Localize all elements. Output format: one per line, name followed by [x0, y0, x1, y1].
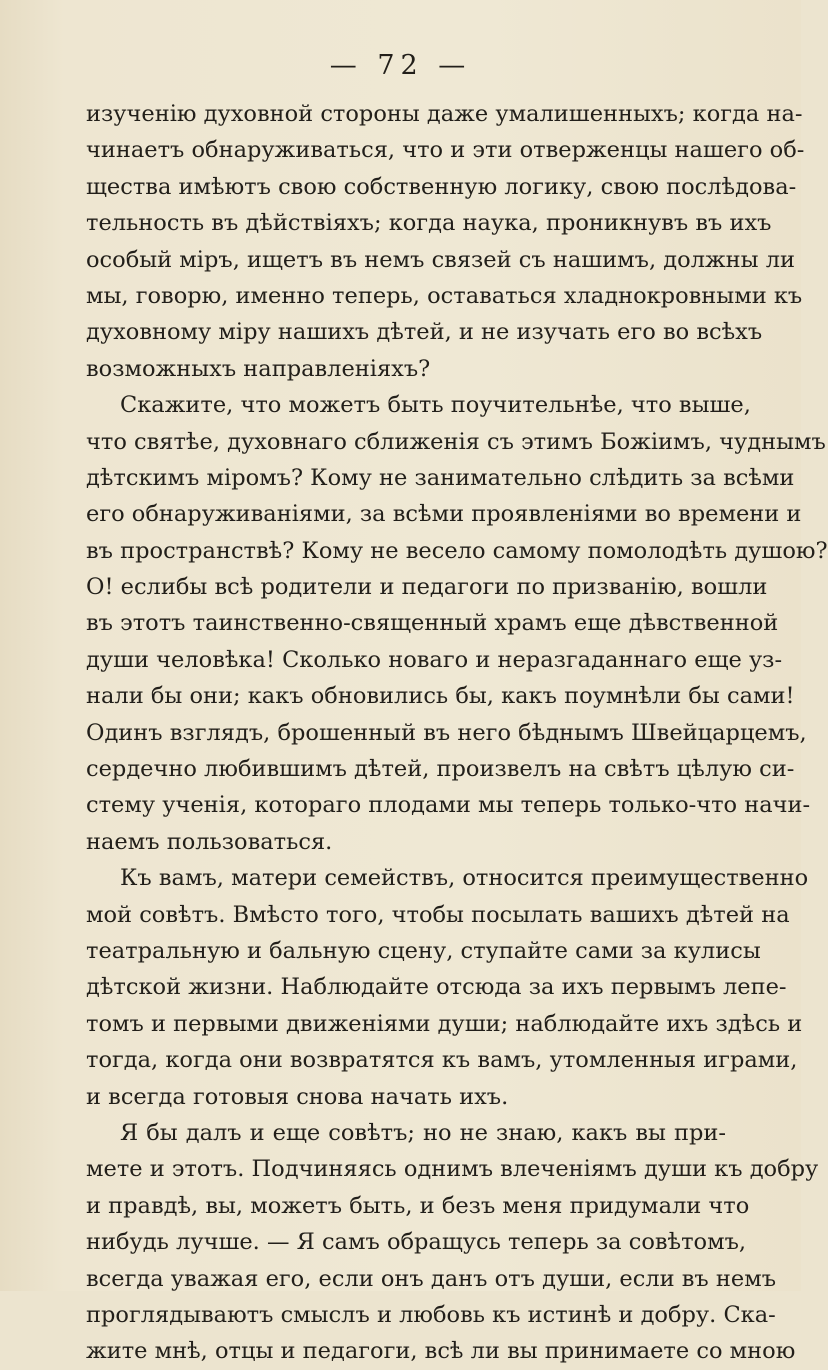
text-line: и всегда готовыя снова начать ихъ.	[86, 1083, 509, 1110]
text-line: мы, говорю, именно теперь, оставаться хладнокровными къ	[86, 282, 803, 309]
text-line: сердечно любившимъ дѣтей, произвелъ на свѣтъ цѣлую си-	[86, 756, 795, 783]
paragraph	[86, 387, 828, 860]
text-line: тельность въ дѣйствіяхъ; когда наука, проникнувъ въ ихъ	[86, 210, 772, 237]
text-line: Одинъ взглядъ, брошенный въ него бѣднымъ Швейцарцемъ,	[86, 719, 807, 746]
text-line: Я бы далъ и еще совѣтъ; но не знаю, какъ вы при-	[120, 1119, 726, 1146]
text-line: особый міръ, ищетъ въ немъ связей съ нашимъ, должны ли	[86, 246, 796, 273]
text-line: щества имѣютъ свою собственную логику, свою послѣдова-	[86, 173, 797, 200]
text-line: его обнаруживаніями, за всѣми проявленіями во времени и	[86, 501, 802, 528]
page-number: — 72 —	[329, 50, 472, 81]
text-line: возможныхъ направленіяхъ?	[86, 355, 431, 382]
text-line: души человѣка! Сколько новаго и неразгаданнаго еще уз-	[86, 646, 783, 673]
text-line: тогда, когда они возвратятся къ вамъ, утомленныя играми,	[86, 1047, 798, 1074]
text-line: Скажите, что можетъ быть поучительнѣе, что выше,	[120, 392, 751, 419]
text-line: всегда уважая его, если онъ данъ отъ души, если въ немъ	[86, 1265, 777, 1292]
text-line: въ этотъ таинственно-священный храмъ еще дѣвственной	[86, 610, 779, 637]
text-line: наемъ пользоваться.	[86, 828, 333, 855]
text-line: Къ вамъ, матери семействъ, относится преимущественно	[120, 865, 809, 892]
text-line: мете и этотъ. Подчиняясь однимъ влеченіямъ души къ добру	[86, 1156, 819, 1183]
paragraph	[86, 96, 805, 387]
text-line: изученію духовной стороны даже умалишенныхъ; когда на-	[86, 101, 803, 127]
text-line: театральную и бальную сцену, ступайте сами за кулисы	[86, 937, 761, 964]
text-line: мой совѣтъ. Вмѣсто того, чтобы посылать вашихъ дѣтей на	[86, 901, 790, 928]
text-line: нибудь лучше. — Я самъ обращусь теперь за совѣтомъ,	[86, 1229, 747, 1256]
page-text	[86, 96, 828, 1370]
text-line: дѣтской жизни. Наблюдайте отсюда за ихъ первымъ лепе-	[86, 974, 787, 1001]
text-line: жите мнѣ, отцы и педагоги, всѣ ли вы принимаете со мною	[86, 1338, 796, 1365]
text-line: дѣтскимъ міромъ? Кому не занимательно слѣдить за всѣми	[86, 464, 795, 491]
text-line: въ пространствѣ? Кому не весело самому помолодѣть душою?	[86, 537, 828, 564]
text-line: чинаетъ обнаруживаться, что и эти отверженцы нашего об-	[86, 137, 805, 164]
text-line: О! еслибы всѣ родители и педагоги по призванію, вошли	[86, 574, 768, 601]
text-line: нали бы они; какъ обновились бы, какъ поумнѣли бы сами!	[86, 683, 795, 710]
text-line: томъ и первыми движеніями души; наблюдайте ихъ здѣсь и	[86, 1010, 803, 1037]
paragraph	[86, 1115, 819, 1370]
text-line: проглядываютъ смыслъ и любовь къ истинѣ и добру. Ска-	[86, 1301, 776, 1328]
text-line: и правдѣ, вы, можетъ быть, и безъ меня придумали что	[86, 1192, 750, 1219]
paragraph	[86, 860, 809, 1115]
text-line: духовному міру нашихъ дѣтей, и не изучать его во всѣхъ	[86, 319, 763, 346]
text-line: стему ученія, котораго плодами мы теперь только-что начи-	[86, 792, 811, 819]
text-line: что святѣе, духовнаго сближенія съ этимъ Божіимъ, чуднымъ	[86, 428, 826, 455]
